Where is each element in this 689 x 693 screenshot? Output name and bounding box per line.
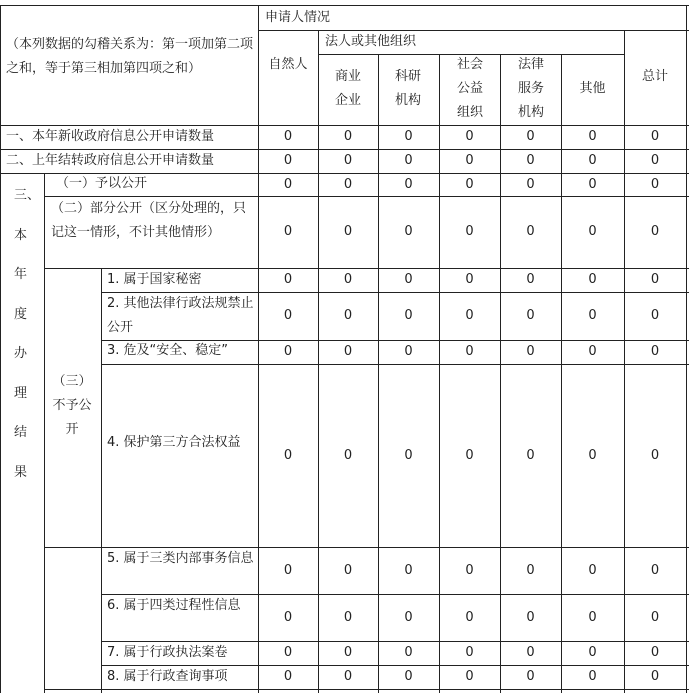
value-cell-others: 0: [588, 308, 597, 323]
value-cell-commercial: 0: [343, 272, 353, 287]
value-cell-legal-service: 0: [526, 610, 535, 625]
value-cell-natural-person: 0: [283, 272, 293, 287]
row-label-security-stability: 3. 危及“安全、稳定”: [107, 343, 229, 358]
row-label-carried-over: 二、上年结转政府信息公开申请数量: [6, 153, 215, 168]
section-three-label: 三、本年度办理结果: [14, 188, 41, 480]
value-cell-natural-person: 0: [283, 448, 293, 463]
row-label-third-party-rights: 4. 保护第三方合法权益: [107, 435, 241, 450]
value-cell-research: 0: [404, 308, 413, 323]
grid-line: [101, 268, 102, 693]
value-cell-total: 0: [650, 224, 660, 239]
value-cell-social-welfare: 0: [465, 224, 474, 239]
row-label-partially-disclosed: （二）部分公开（区分处理的，只记这一情形，不计其他情形）: [51, 201, 247, 240]
row-label-new-requests: 一、本年新收政府信息公开申请数量: [6, 129, 215, 144]
commercial-enterprise-header: 商业企业: [334, 69, 361, 108]
total-header: 总计: [641, 69, 668, 84]
value-cell-legal-service: 0: [526, 129, 535, 144]
value-cell-social-welfare: 0: [465, 177, 474, 192]
value-cell-natural-person: 0: [283, 563, 293, 578]
value-cell-legal-service: 0: [526, 645, 535, 660]
value-cell-total: 0: [650, 129, 660, 144]
grid-line: [0, 5, 689, 6]
value-cell-others: 0: [588, 669, 597, 684]
value-cell-total: 0: [650, 645, 660, 660]
social-welfare-header: 社会公益组织: [456, 57, 483, 120]
grid-line: [686, 5, 687, 693]
value-cell-natural-person: 0: [283, 344, 293, 359]
natural-person-header: 自然人: [268, 57, 308, 72]
value-cell-others: 0: [588, 563, 597, 578]
value-cell-research: 0: [404, 129, 413, 144]
value-cell-others: 0: [588, 224, 597, 239]
value-cell-commercial: 0: [343, 610, 353, 625]
value-cell-research: 0: [404, 272, 413, 287]
research-institution-header: 科研机构: [394, 69, 421, 108]
row-label-disclosed: （一）予以公开: [56, 176, 148, 191]
grid-line: [44, 173, 45, 693]
value-cell-natural-person: 0: [283, 610, 293, 625]
value-cell-social-welfare: 0: [465, 610, 474, 625]
value-cell-natural-person: 0: [283, 224, 293, 239]
value-cell-social-welfare: 0: [465, 129, 474, 144]
value-cell-social-welfare: 0: [465, 344, 474, 359]
value-cell-total: 0: [650, 272, 660, 287]
value-cell-research: 0: [404, 669, 413, 684]
value-cell-research: 0: [404, 610, 413, 625]
value-cell-commercial: 0: [343, 153, 353, 168]
value-cell-legal-service: 0: [526, 669, 535, 684]
value-cell-legal-service: 0: [526, 153, 535, 168]
value-cell-others: 0: [588, 272, 597, 287]
value-cell-natural-person: 0: [283, 153, 293, 168]
value-cell-others: 0: [588, 153, 597, 168]
value-cell-research: 0: [404, 153, 413, 168]
value-cell-natural-person: 0: [283, 308, 293, 323]
row-label-prohibited-by-law: 2. 其他法律行政法规禁止公开: [107, 296, 254, 335]
grid-line: [44, 689, 689, 690]
value-cell-others: 0: [588, 645, 597, 660]
value-cell-others: 0: [588, 448, 597, 463]
others-header: 其他: [579, 81, 606, 96]
value-cell-social-welfare: 0: [465, 669, 474, 684]
row-label-enforcement-files: 7. 属于行政执法案卷: [107, 645, 228, 660]
value-cell-commercial: 0: [343, 224, 353, 239]
value-cell-others: 0: [588, 129, 597, 144]
value-cell-research: 0: [404, 344, 413, 359]
row-label-internal-affairs: 5. 属于三类内部事务信息: [107, 551, 254, 566]
value-cell-legal-service: 0: [526, 272, 535, 287]
value-cell-others: 0: [588, 177, 597, 192]
value-cell-research: 0: [404, 448, 413, 463]
value-cell-total: 0: [650, 563, 660, 578]
grid-line: [0, 5, 1, 693]
value-cell-commercial: 0: [343, 177, 353, 192]
value-cell-natural-person: 0: [283, 669, 293, 684]
value-cell-total: 0: [650, 153, 660, 168]
value-cell-research: 0: [404, 563, 413, 578]
value-cell-total: 0: [650, 610, 660, 625]
grid-line: [101, 364, 689, 365]
value-cell-commercial: 0: [343, 308, 353, 323]
value-cell-commercial: 0: [343, 129, 353, 144]
value-cell-total: 0: [650, 344, 660, 359]
value-cell-total: 0: [650, 669, 660, 684]
value-cell-social-welfare: 0: [465, 153, 474, 168]
row-label-process-info: 6. 属于四类过程性信息: [107, 598, 241, 613]
value-cell-legal-service: 0: [526, 308, 535, 323]
value-cell-social-welfare: 0: [465, 308, 474, 323]
value-cell-legal-service: 0: [526, 177, 535, 192]
corner-note: （本列数据的勾稽关系为：第一项加第二项之和，等于第三相加第四项之和）: [6, 37, 254, 76]
value-cell-social-welfare: 0: [465, 645, 474, 660]
value-cell-commercial: 0: [343, 344, 353, 359]
row-label-query-matters: 8. 属于行政查询事项: [107, 669, 228, 684]
value-cell-total: 0: [650, 308, 660, 323]
value-cell-legal-service: 0: [526, 448, 535, 463]
value-cell-social-welfare: 0: [465, 448, 474, 463]
legal-service-header: 法律服务机构: [517, 57, 544, 120]
value-cell-others: 0: [588, 610, 597, 625]
value-cell-others: 0: [588, 344, 597, 359]
applicant-situation-header: 申请人情况: [265, 10, 331, 25]
not-disclosed-label: （三）不予公开: [52, 374, 92, 437]
value-cell-commercial: 0: [343, 563, 353, 578]
value-cell-legal-service: 0: [526, 344, 535, 359]
value-cell-natural-person: 0: [283, 129, 293, 144]
value-cell-research: 0: [404, 177, 413, 192]
value-cell-social-welfare: 0: [465, 563, 474, 578]
legal-persons-header: 法人或其他组织: [325, 34, 417, 49]
value-cell-natural-person: 0: [283, 645, 293, 660]
row-label-state-secret: 1. 属于国家秘密: [107, 272, 202, 287]
value-cell-research: 0: [404, 645, 413, 660]
value-cell-total: 0: [650, 448, 660, 463]
value-cell-natural-person: 0: [283, 177, 293, 192]
value-cell-commercial: 0: [343, 448, 353, 463]
value-cell-social-welfare: 0: [465, 272, 474, 287]
value-cell-research: 0: [404, 224, 413, 239]
value-cell-commercial: 0: [343, 645, 353, 660]
value-cell-legal-service: 0: [526, 224, 535, 239]
value-cell-total: 0: [650, 177, 660, 192]
value-cell-legal-service: 0: [526, 563, 535, 578]
value-cell-commercial: 0: [343, 669, 353, 684]
